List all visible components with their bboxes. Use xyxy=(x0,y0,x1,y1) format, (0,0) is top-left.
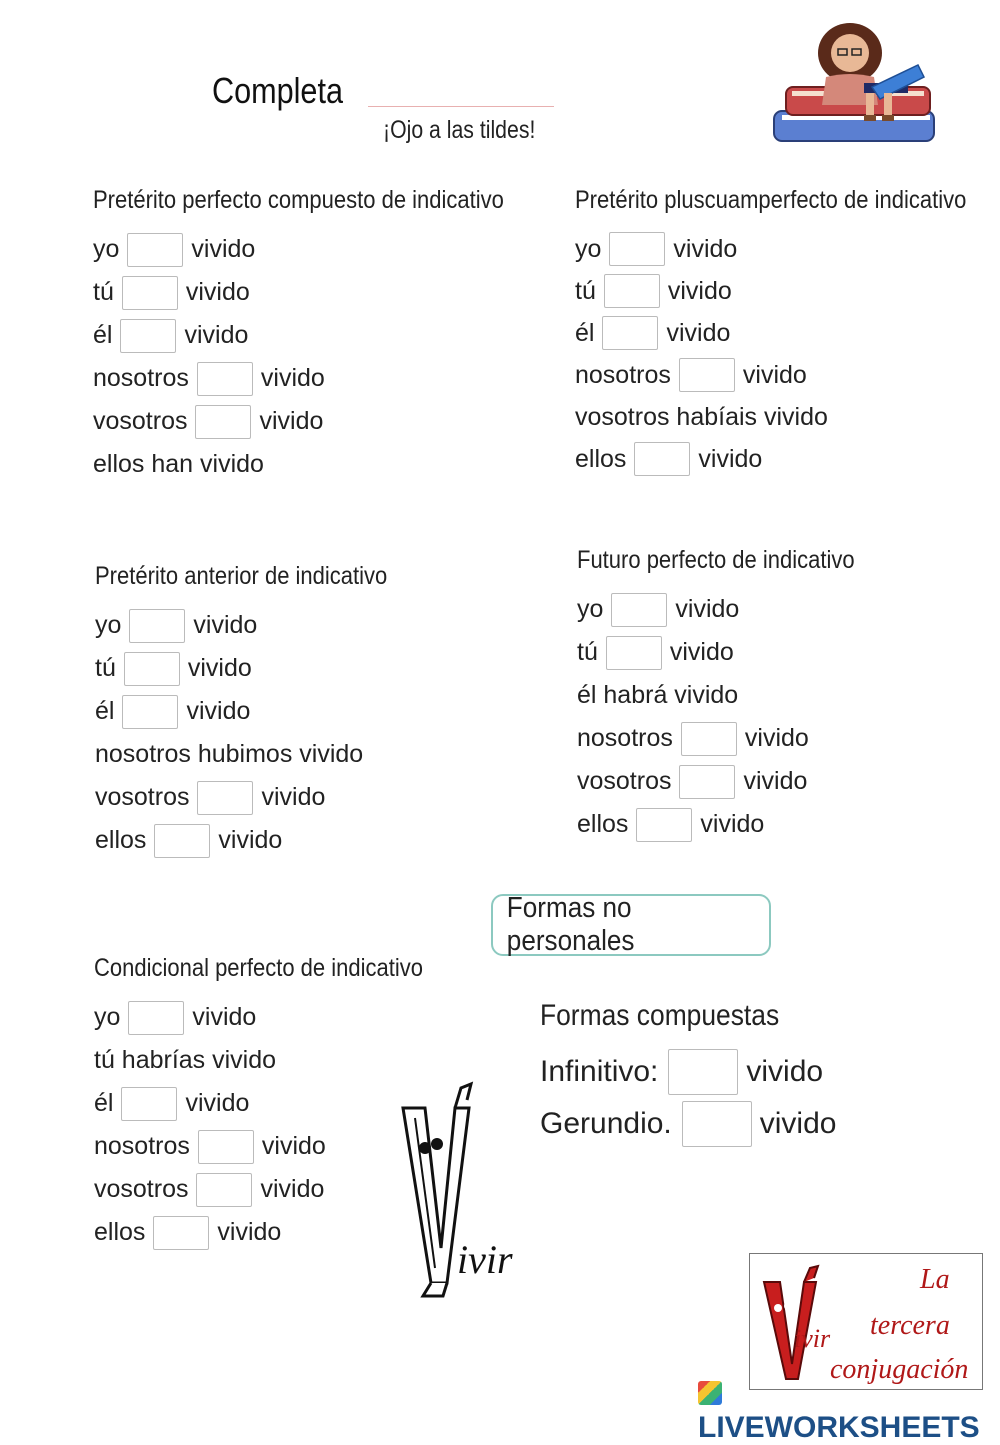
answer-input[interactable] xyxy=(602,316,658,350)
vivir-illustration xyxy=(395,1078,540,1303)
infinitive-row: Infinitivo: vivido xyxy=(540,1046,836,1098)
conjugation-row: ellos vivido xyxy=(577,803,892,846)
compound-forms xyxy=(540,996,836,1150)
answer-input[interactable] xyxy=(197,781,253,815)
conjugation-row: tú vivido xyxy=(577,631,892,674)
answer-input[interactable] xyxy=(636,808,692,842)
conjugation-row: ellos vivido xyxy=(575,438,1000,480)
conjugation-row-given: él habrá vivido xyxy=(577,681,739,709)
compound-forms-title: Formas compuestas xyxy=(540,999,780,1032)
page-subtitle: ¡Ojo a las tildes! xyxy=(383,116,536,144)
conjugation-row: tú vivido xyxy=(95,647,427,690)
logo-line-2: tercera xyxy=(870,1310,950,1341)
section-title: Condicional perfecto de indicativo xyxy=(94,954,423,982)
conjugation-row: vosotros vivido xyxy=(94,1168,468,1211)
conjugation-row: ellos vivido xyxy=(94,1211,468,1254)
conjugation-row: él vivido xyxy=(575,312,1000,354)
answer-input[interactable] xyxy=(121,1087,177,1121)
conjugation-row: nosotros vivido xyxy=(94,1125,468,1168)
logo-line-1: La xyxy=(920,1264,950,1295)
conjugation-row-given: vosotros habíais vivido xyxy=(575,402,828,431)
section-futuro-perfecto xyxy=(577,545,892,846)
conjugation-row: tú vivido xyxy=(575,270,1000,312)
page-title: Completa xyxy=(212,70,343,111)
conjugation-row: yo vivido xyxy=(94,996,468,1039)
conjugation-row: yo vivido xyxy=(95,604,427,647)
conjugation-row-given: nosotros hubimos vivido xyxy=(95,740,364,768)
conjugation-row: vosotros vivido xyxy=(95,776,427,819)
answer-input[interactable] xyxy=(604,274,660,308)
conjugation-row: yo vivido xyxy=(577,588,892,631)
conjugation-row: tú vivido xyxy=(93,271,560,314)
conjugation-row: vosotros vivido xyxy=(577,760,892,803)
answer-input[interactable] xyxy=(120,319,176,353)
conjugation-row: yo vivido xyxy=(575,228,1000,270)
infinitive-input[interactable] xyxy=(668,1049,738,1095)
answer-input[interactable] xyxy=(634,442,690,476)
liveworksheets-brand: LIVEWORKSHEETS xyxy=(698,1377,1000,1445)
logo-vivir-word: ivir xyxy=(794,1324,831,1353)
section-title: Futuro perfecto de indicativo xyxy=(577,546,855,574)
gerund-input[interactable] xyxy=(682,1101,752,1147)
logo-line-3: conjugación xyxy=(830,1354,969,1385)
answer-input[interactable] xyxy=(609,232,665,266)
answer-input[interactable] xyxy=(124,652,180,686)
answer-input[interactable] xyxy=(127,233,183,267)
answer-input[interactable] xyxy=(128,1001,184,1035)
conjugation-row-given: tú habrías vivido xyxy=(94,1046,277,1074)
reading-avatar-illustration xyxy=(768,15,940,147)
answer-input[interactable] xyxy=(129,609,185,643)
conjugation-row: yo vivido xyxy=(93,228,560,271)
answer-input[interactable] xyxy=(679,358,735,392)
answer-input[interactable] xyxy=(197,362,253,396)
answer-input[interactable] xyxy=(611,593,667,627)
tercera-conjugacion-logo xyxy=(749,1253,983,1390)
conjugation-row: él vivido xyxy=(95,690,427,733)
answer-input[interactable] xyxy=(606,636,662,670)
non-personal-forms-label: Formas no personales xyxy=(491,894,771,956)
title-underline xyxy=(368,106,554,107)
answer-input[interactable] xyxy=(195,405,251,439)
answer-input[interactable] xyxy=(198,1130,254,1164)
conjugation-row: ellos vivido xyxy=(95,819,427,862)
answer-input[interactable] xyxy=(681,722,737,756)
section-title: Pretérito anterior de indicativo xyxy=(95,562,388,590)
gerund-row: Gerundio. vivido xyxy=(540,1098,836,1150)
answer-input[interactable] xyxy=(154,824,210,858)
answer-input[interactable] xyxy=(153,1216,209,1250)
section-preterito-pluscuamperfecto xyxy=(575,185,1000,480)
answer-input[interactable] xyxy=(122,276,178,310)
conjugation-row-given: ellos han vivido xyxy=(93,450,264,478)
conjugation-row: vosotros vivido xyxy=(93,400,560,443)
vivir-word: ivir xyxy=(457,1237,513,1282)
conjugation-row: nosotros vivido xyxy=(577,717,892,760)
liveworksheets-logo-icon xyxy=(698,1381,722,1405)
section-preterito-perfecto-compuesto xyxy=(93,185,560,486)
answer-input[interactable] xyxy=(679,765,735,799)
conjugation-row: nosotros vivido xyxy=(575,354,1000,396)
answer-input[interactable] xyxy=(122,695,178,729)
conjugation-row: él vivido xyxy=(93,314,560,357)
answer-input[interactable] xyxy=(196,1173,252,1207)
section-title: Pretérito perfecto compuesto de indicativo xyxy=(93,186,504,214)
section-preterito-anterior xyxy=(95,561,427,862)
conjugation-row: él vivido xyxy=(94,1082,468,1125)
conjugation-row: nosotros vivido xyxy=(93,357,560,400)
section-title: Pretérito pluscuamperfecto de indicativo xyxy=(575,186,967,214)
